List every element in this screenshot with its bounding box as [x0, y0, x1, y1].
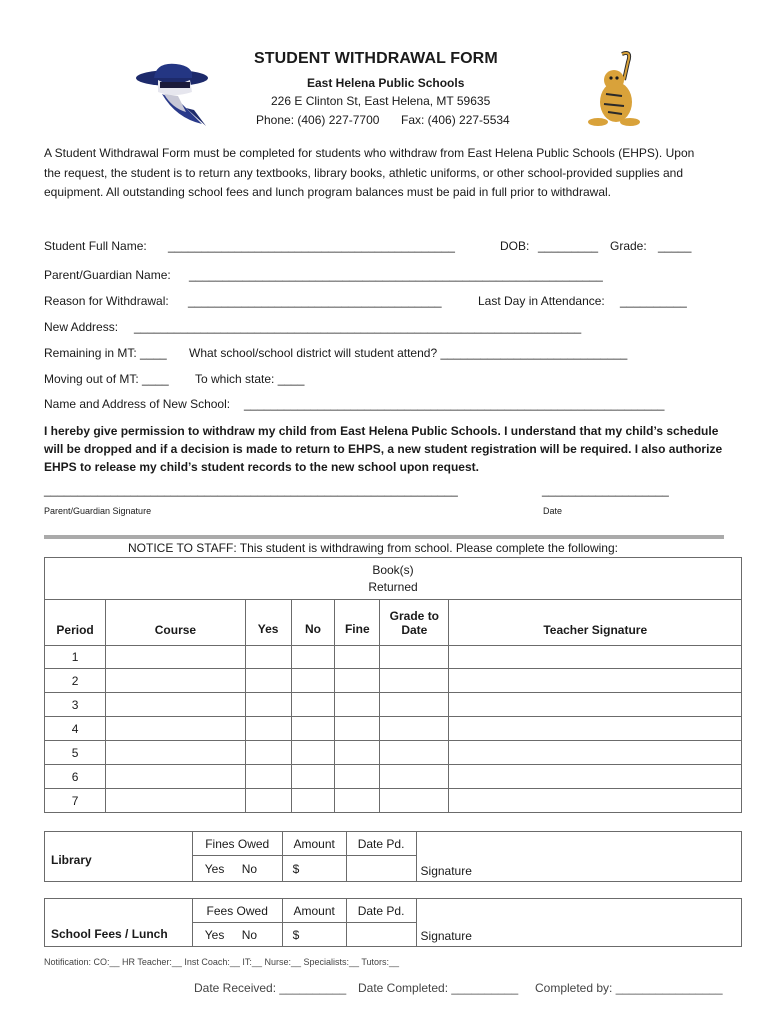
remaining-mt-field[interactable]: Remaining in MT: ____ — [44, 346, 167, 360]
permission-statement: I hereby give permission to withdraw my child from East Helena Public Schools. I understand that my child’s schedule will be dropped and if a decision is made to return to EHPS, a new student registration will be required. I also authorize EHPS to release my child’s student records to the new school upon request. — [44, 424, 723, 474]
grade-cell[interactable] — [380, 789, 449, 813]
no-cell[interactable] — [291, 765, 335, 789]
library-amount-cell[interactable] — [282, 856, 346, 882]
fees-date-cell[interactable] — [346, 923, 416, 947]
fees-table — [44, 898, 742, 947]
course-cell[interactable] — [106, 741, 246, 765]
no-cell[interactable] — [291, 646, 335, 669]
parent-name-label: Parent/Guardian Name: — [44, 268, 171, 282]
yes-cell[interactable] — [245, 741, 291, 765]
period-number: 3 — [45, 693, 106, 717]
new-address-label: New Address: — [44, 320, 119, 334]
teacher-signature-cell[interactable] — [449, 646, 742, 669]
new-school-label: Name and Address of New School: — [44, 397, 231, 411]
grade-cell[interactable] — [380, 741, 449, 765]
parent-signature-line[interactable]: ______________________________________________________________ — [44, 483, 458, 497]
grade-cell[interactable] — [380, 669, 449, 693]
fees-amount: Amount — [282, 899, 346, 923]
school-address: 226 E Clinton St, East Helena, MT 59635 — [271, 94, 491, 108]
teacher-signature-cell[interactable] — [449, 741, 742, 765]
table-row — [45, 669, 742, 693]
last-day-label: Last Day in Attendance: — [478, 294, 605, 308]
yes-cell[interactable] — [245, 765, 291, 789]
no-cell[interactable] — [291, 789, 335, 813]
course-cell[interactable] — [106, 646, 246, 669]
date-completed-field[interactable]: Date Completed: __________ — [358, 981, 519, 995]
library-yes[interactable]: Yes — [204, 861, 225, 876]
reason-label: Reason for Withdrawal: — [44, 294, 169, 308]
fine-cell[interactable] — [335, 717, 380, 741]
yes-cell[interactable] — [245, 646, 291, 669]
table-row — [45, 717, 742, 741]
teacher-signature-cell[interactable] — [449, 669, 742, 693]
course-cell[interactable] — [106, 765, 246, 789]
fees-no[interactable]: No — [241, 927, 258, 942]
yes-cell[interactable] — [245, 693, 291, 717]
date-received-field[interactable]: Date Received: __________ — [194, 981, 347, 995]
library-signature-label: Signature — [420, 864, 472, 878]
table-row — [45, 765, 742, 789]
fine-cell[interactable] — [335, 789, 380, 813]
library-date-pd: Date Pd. — [346, 832, 416, 856]
no-cell[interactable] — [291, 717, 335, 741]
course-cell[interactable] — [106, 693, 246, 717]
books-returned-header — [45, 558, 742, 600]
fees-signature-cell[interactable] — [416, 899, 741, 947]
new-school-input[interactable]: _______________________________________________________________ — [244, 397, 665, 411]
col-teacher-signature: Teacher Signature — [449, 600, 742, 646]
table-row — [45, 646, 742, 669]
period-number: 2 — [45, 669, 106, 693]
completed-by-field[interactable]: Completed by: ________________ — [535, 981, 723, 995]
library-amount: Amount — [282, 832, 346, 856]
dob-input[interactable]: _________ — [538, 239, 599, 253]
yes-cell[interactable] — [245, 669, 291, 693]
fees-owed: Fees Owed — [192, 899, 282, 923]
parent-signature-label: Parent/Guardian Signature — [44, 506, 152, 516]
library-dollar: $ — [292, 861, 300, 876]
fine-cell[interactable] — [335, 693, 380, 717]
fees-yes-no-cell[interactable] — [192, 923, 282, 947]
no-cell[interactable] — [291, 693, 335, 717]
dob-label: DOB: — [500, 239, 530, 253]
grade-input[interactable]: _____ — [658, 239, 692, 253]
new-address-input[interactable]: ___________________________________________________________________ — [134, 320, 582, 334]
teacher-signature-cell[interactable] — [449, 789, 742, 813]
fine-cell[interactable] — [335, 741, 380, 765]
tiger-mascot-logo — [586, 50, 642, 130]
fees-signature-label: Signature — [420, 929, 472, 943]
fees-amount-cell[interactable] — [282, 923, 346, 947]
course-cell[interactable] — [106, 789, 246, 813]
fine-cell[interactable] — [335, 765, 380, 789]
what-school-field[interactable]: What school/school district will student attend? ____________________________ — [189, 346, 628, 360]
fine-cell[interactable] — [335, 669, 380, 693]
student-name-label: Student Full Name: — [44, 239, 147, 253]
grade-cell[interactable] — [380, 693, 449, 717]
course-cell[interactable] — [106, 717, 246, 741]
fees-yes[interactable]: Yes — [204, 927, 225, 942]
no-cell[interactable] — [291, 669, 335, 693]
parent-name-input[interactable]: ______________________________________________________________ — [189, 268, 603, 282]
fees-dollar: $ — [292, 927, 300, 942]
col-course: Course — [106, 600, 246, 646]
period-number: 6 — [45, 765, 106, 789]
reason-input[interactable]: ______________________________________ — [188, 294, 442, 308]
signature-date-line[interactable]: ___________________ — [542, 483, 669, 497]
teacher-signature-cell[interactable] — [449, 765, 742, 789]
table-row — [45, 741, 742, 765]
school-fax: Fax: (406) 227-5534 — [401, 113, 510, 127]
yes-cell[interactable] — [245, 717, 291, 741]
grade-cell[interactable] — [380, 646, 449, 669]
last-day-input[interactable]: __________ — [620, 294, 687, 308]
fine-cell[interactable] — [335, 646, 380, 669]
notification-line: Notification: CO:__ HR Teacher:__ Inst Coach:__ IT:__ Nurse:__ Specialists:__ Tutors:__ — [44, 957, 400, 967]
no-cell[interactable] — [291, 741, 335, 765]
col-yes: Yes — [245, 600, 291, 646]
which-state-field[interactable]: To which state: ____ — [195, 372, 305, 386]
books-table — [44, 557, 742, 813]
books-header-line1: Book(s) — [372, 562, 414, 577]
table-row — [45, 693, 742, 717]
col-grade-to-date: Grade to Date — [380, 600, 449, 646]
table-row — [45, 789, 742, 813]
col-fine: Fine — [335, 600, 380, 646]
grade-cell[interactable] — [380, 765, 449, 789]
library-signature-cell[interactable] — [416, 832, 741, 882]
fees-date-pd: Date Pd. — [346, 899, 416, 923]
library-table — [44, 831, 742, 882]
period-number: 1 — [45, 646, 106, 669]
fees-label: School Fees / Lunch — [45, 899, 193, 947]
moving-out-field[interactable]: Moving out of MT: ____ — [44, 372, 169, 386]
yes-cell[interactable] — [245, 789, 291, 813]
section-divider — [44, 535, 724, 539]
signature-date-label: Date — [543, 506, 563, 516]
col-no: No — [291, 600, 335, 646]
library-yes-no-cell[interactable] — [192, 856, 282, 882]
school-phone: Phone: (406) 227-7700 — [256, 113, 380, 127]
period-number: 4 — [45, 717, 106, 741]
form-title: STUDENT WITHDRAWAL FORM — [254, 50, 498, 67]
bandit-mascot-logo — [132, 58, 218, 130]
period-number: 7 — [45, 789, 106, 813]
books-header-line2: Returned — [368, 579, 418, 594]
course-cell[interactable] — [106, 669, 246, 693]
staff-notice: NOTICE TO STAFF: This student is withdrawing from school. Please complete the following: — [128, 541, 618, 555]
student-name-input[interactable]: ___________________________________________ — [168, 239, 455, 253]
library-no[interactable]: No — [241, 861, 258, 876]
grade-label: Grade: — [610, 239, 647, 253]
teacher-signature-cell[interactable] — [449, 693, 742, 717]
grade-cell[interactable] — [380, 717, 449, 741]
period-number: 5 — [45, 741, 106, 765]
library-label: Library — [45, 832, 193, 882]
intro-paragraph: A Student Withdrawal Form must be completed for students who withdraw from East Helena Public Schools (EHPS). Upon the request, the student is to return any textbooks, library books, athletic uniforms, or other school-provided supplies and equipment. All outstanding school fees and lunch program balances must be paid in full prior to withdrawal. — [44, 146, 695, 199]
library-date-cell[interactable] — [346, 856, 416, 882]
teacher-signature-cell[interactable] — [449, 717, 742, 741]
library-fines-owed: Fines Owed — [192, 832, 282, 856]
col-period: Period — [45, 600, 106, 646]
school-name: East Helena Public Schools — [307, 76, 465, 90]
